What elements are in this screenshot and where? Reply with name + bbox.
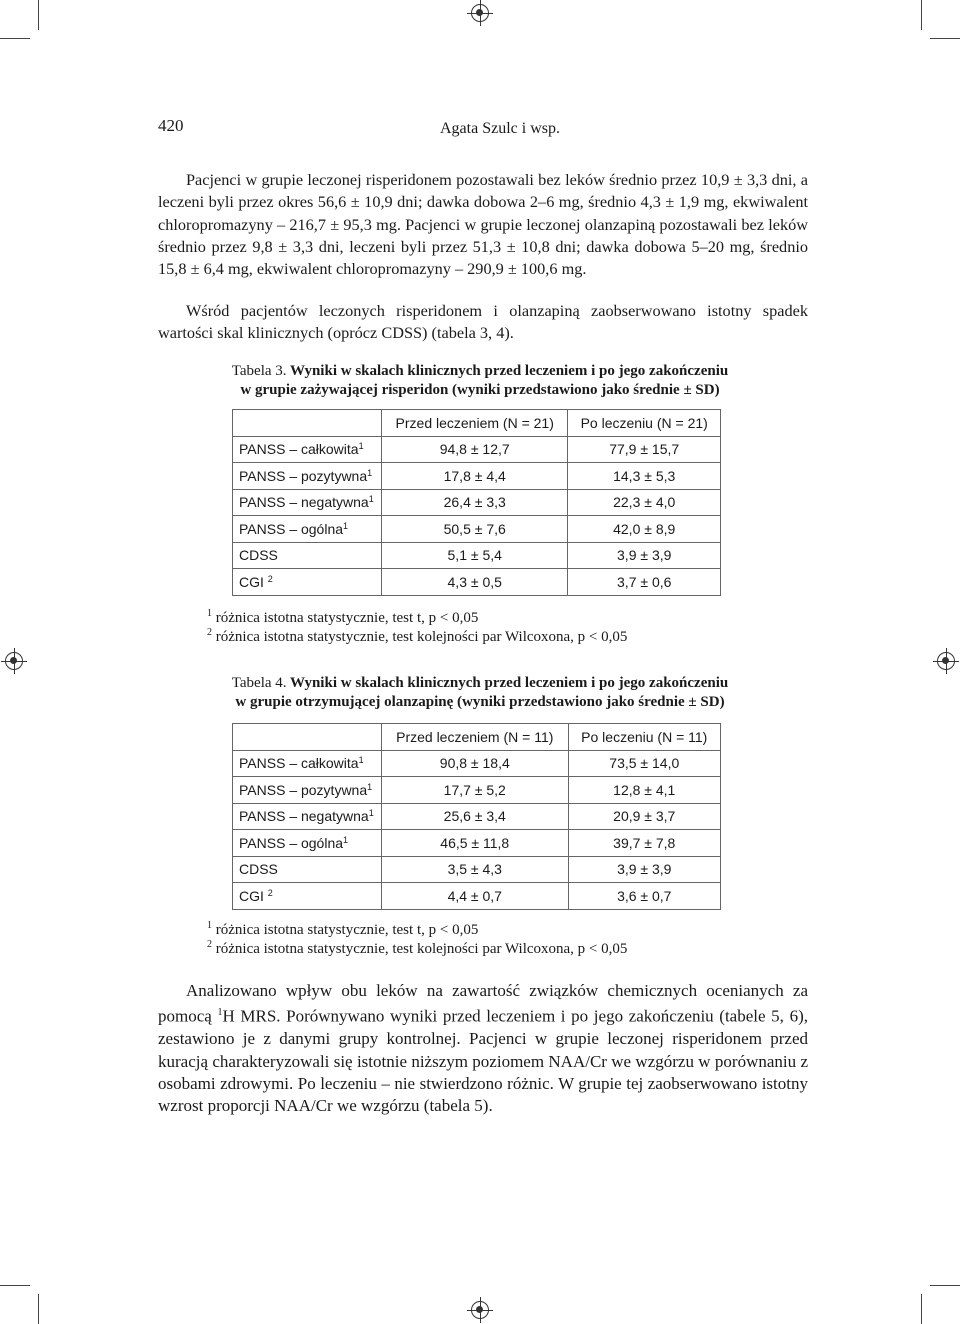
crop-mark (930, 38, 960, 39)
value-cell: 4,3 ± 0,5 (382, 569, 568, 596)
value-cell: 22,3 ± 4,0 (568, 489, 721, 516)
row-label: PANSS – negatywna$^1$ (233, 803, 382, 830)
value-cell: 3,9 ± 3,9 (568, 856, 720, 883)
table-row (233, 463, 721, 490)
table-row (233, 830, 721, 857)
crop-mark (0, 38, 30, 39)
value-cell: 90,8 ± 18,4 (382, 750, 569, 777)
crop-mark (921, 1294, 922, 1324)
table-caption (160, 362, 800, 400)
row-label: PANSS – ogólna$^1$ (233, 830, 382, 857)
row-label: PANSS – ogólna$^1$ (233, 516, 382, 543)
crop-mark (930, 1285, 960, 1286)
table-row (233, 856, 721, 883)
header-cell (233, 724, 382, 751)
table-label: Tabela 3. (231, 363, 287, 379)
table-title: Wyniki w skalach klinicznych przed leczeniem i po jego zakończeniu (286, 363, 729, 379)
table-row (233, 803, 721, 830)
value-cell: 3,5 ± 4,3 (382, 856, 569, 883)
row-label: PANSS – całkowita$^1$ (233, 750, 382, 777)
value-cell: 3,9 ± 3,9 (568, 542, 721, 569)
table-footnote: $^1$ różnica istotna statystycznie, test t, p < 0,05 (207, 608, 479, 626)
value-cell: 3,6 ± 0,7 (568, 883, 720, 910)
page-number: 420 (158, 116, 184, 135)
row-label: CDSS (233, 856, 382, 883)
value-cell: 25,6 ± 3,4 (382, 803, 569, 830)
value-cell: 12,8 ± 4,1 (568, 777, 720, 804)
body-paragraph: Pacjenci w grupie leczonej risperidonem pozostawali bez leków średnio przez 10,9 ± 3,3 dni, a leczeni byli przez okres 56,6 ± 10,9 dni; dawka dobowa 2–6 mg, średnio 4,3 ± 1,9 mg, ekwiwalent chloropromazyny – 216,7 ± 95,3 mg. Pacjenci w grupie leczonej olanzapiną pozostawali bez leków średnio przez 9,8 ± 3,3 dni, leczeni byli przez 51,3 ± 10,8 dni; dawka dobowa 5–20 mg, średnio 15,8 ± 6,4 mg, ekwiwalent chloropromazyny – 290,9 ± 100,6 mg. (158, 170, 808, 279)
registration-mark-icon (471, 4, 489, 22)
header-cell (233, 410, 382, 437)
body-paragraph: Wśród pacjentów leczonych risperidonem i olanzapiną zaobserwowano istotny spadek wartości skal klinicznych (oprócz CDSS) (tabela 3, 4). (158, 301, 808, 343)
table-row (233, 777, 721, 804)
table-row (233, 489, 721, 516)
crop-mark (38, 0, 39, 30)
row-label: PANSS – negatywna$^1$ (233, 489, 382, 516)
body-paragraph: Analizowano wpływ obu leków na zawartość związków chemicznych ocenianych za pomocą $^1$H MRS. Porównywano wyniki przed leczeniem i po jego zakończeniu (tabele 5, 6), zestawiono je z danymi grupy kontrolnej. Pacjenci w grupie leczonej risperidonem przed kuracją charakteryzowali się istotnie niższym poziomem NAA/Cr we wzgórzu w porównaniu z osobami zdrowymi. Po leczeniu – nie stwierdzono różnic. W grupie tej zaobserwowano istotny wzrost proporcji NAA/Cr we wzgórzu (tabela 5). (158, 981, 808, 1116)
value-cell: 42,0 ± 8,9 (568, 516, 721, 543)
table-row (233, 542, 721, 569)
results-table (232, 409, 721, 596)
registration-mark-icon (937, 652, 955, 670)
row-label: PANSS – pozytywna$^1$ (233, 777, 382, 804)
row-label: CGI $^2$ (233, 569, 382, 596)
value-cell: 5,1 ± 5,4 (382, 542, 568, 569)
crop-mark (921, 0, 922, 30)
row-label: PANSS – pozytywna$^1$ (233, 463, 382, 490)
table-row (233, 516, 721, 543)
value-cell: 17,8 ± 4,4 (382, 463, 568, 490)
table-row (233, 569, 721, 596)
column-header-before: Przed leczeniem (N = 21) (382, 410, 568, 437)
crop-mark (0, 1285, 30, 1286)
table-title: w grupie otrzymującej olanzapinę (wyniki przedstawiono jako średnie ± SD) (235, 694, 725, 710)
row-label: CDSS (233, 542, 382, 569)
table-row (233, 750, 721, 777)
registration-mark-icon (5, 652, 23, 670)
table-title: Wyniki w skalach klinicznych przed leczeniem i po jego zakończeniu (286, 675, 729, 691)
table-row (233, 883, 721, 910)
page-header (158, 116, 802, 140)
value-cell: 39,7 ± 7,8 (568, 830, 720, 857)
value-cell: 77,9 ± 15,7 (568, 436, 721, 463)
table-footnote: $^1$ różnica istotna statystycznie, test t, p < 0,05 (207, 920, 479, 938)
results-table (232, 723, 721, 910)
value-cell: 46,5 ± 11,8 (382, 830, 569, 857)
column-header-after: Po leczeniu (N = 11) (568, 724, 720, 751)
value-cell: 17,7 ± 5,2 (382, 777, 569, 804)
running-head: Agata Szulc i wsp. (440, 120, 560, 137)
value-cell: 20,9 ± 3,7 (568, 803, 720, 830)
table-footnote: $^2$ różnica istotna statystycznie, test kolejności par Wilcoxona, p < 0,05 (207, 627, 628, 645)
value-cell: 14,3 ± 5,3 (568, 463, 721, 490)
table-title: w grupie zażywającej risperidon (wyniki przedstawiono jako średnie ± SD) (240, 382, 720, 398)
value-cell: 94,8 ± 12,7 (382, 436, 568, 463)
row-label: PANSS – całkowita$^1$ (233, 436, 382, 463)
value-cell: 4,4 ± 0,7 (382, 883, 569, 910)
table-caption (160, 674, 800, 712)
table-label: Tabela 4. (231, 675, 287, 691)
registration-mark-icon (471, 1301, 489, 1319)
value-cell: 73,5 ± 14,0 (568, 750, 720, 777)
table-header-row (233, 410, 721, 437)
table-footnote: $^2$ różnica istotna statystycznie, test kolejności par Wilcoxona, p < 0,05 (207, 939, 628, 957)
value-cell: 50,5 ± 7,6 (382, 516, 568, 543)
table-row (233, 436, 721, 463)
value-cell: 26,4 ± 3,3 (382, 489, 568, 516)
column-header-before: Przed leczeniem (N = 11) (382, 724, 569, 751)
table-header-row (233, 724, 721, 751)
row-label: CGI $^2$ (233, 883, 382, 910)
column-header-after: Po leczeniu (N = 21) (568, 410, 721, 437)
crop-mark (38, 1294, 39, 1324)
value-cell: 3,7 ± 0,6 (568, 569, 721, 596)
